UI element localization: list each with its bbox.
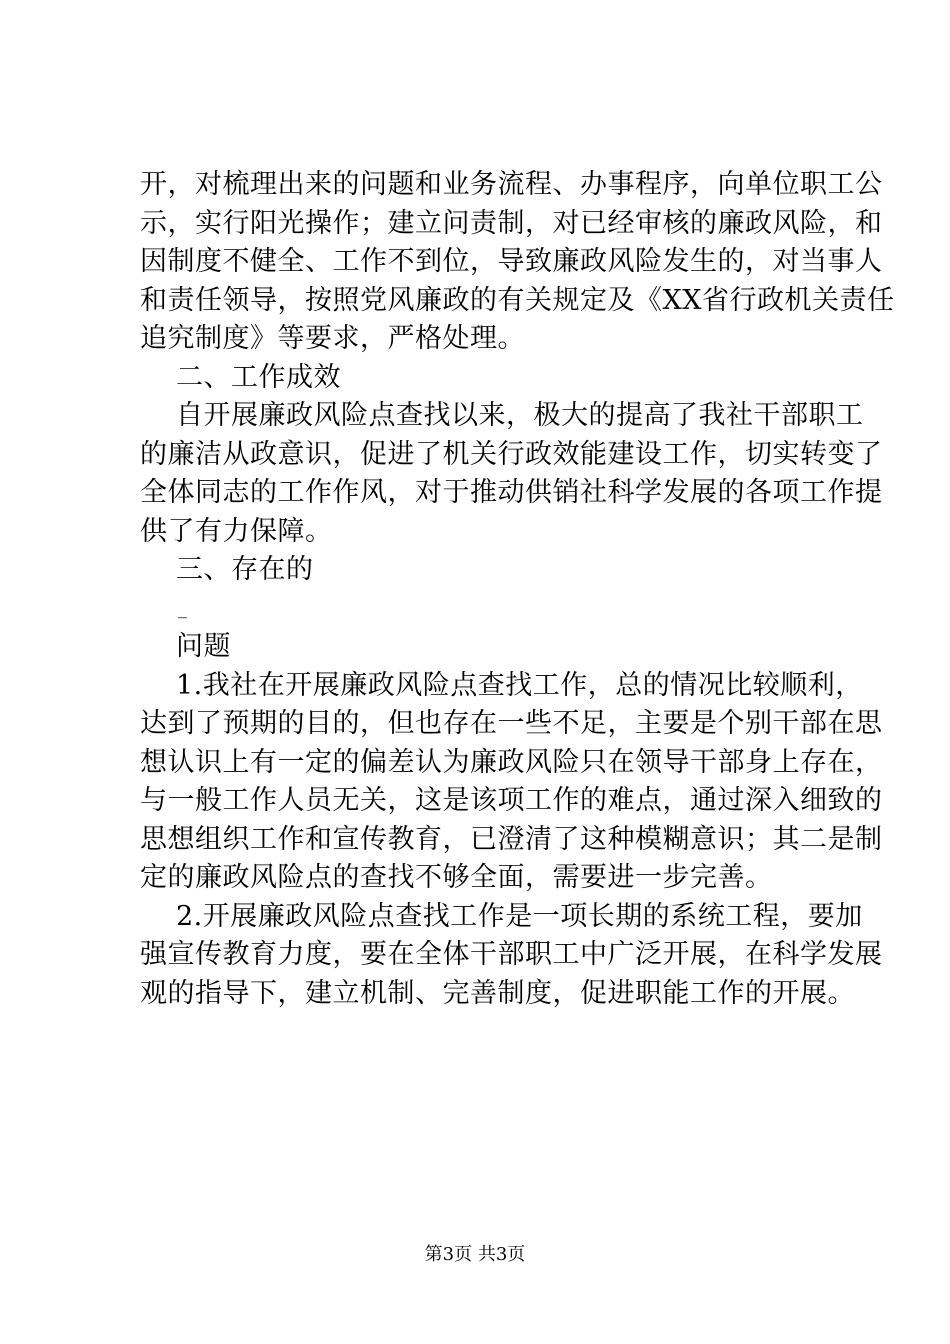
paragraph-line: 自开展廉政风险点查找以来，极大的提高了我社干部职工 — [176, 400, 864, 431]
paragraph-line: 1.我社在开展廉政风险点查找工作，总的情况比较顺利， — [176, 669, 863, 701]
paragraph-line: 开，对梳理出来的问题和业务流程、办事程序，向单位职工公 — [140, 169, 883, 200]
paragraph-line: 供了有力保障。 — [140, 515, 333, 547]
paragraph-line: 因制度不健全、工作不到位，导致廉政风险发生的，对当事人 — [140, 246, 883, 277]
paragraph-line: 定的廉政风险点的查找不够全面，需要进一步完善。 — [140, 862, 773, 893]
paragraph-line: 观的指导下，建立机制、完善制度，促进职能工作的开展。 — [140, 977, 855, 1009]
section-heading-results: 二、工作成效 — [176, 361, 341, 393]
page-number-label: 第3页 共3页 — [424, 1244, 526, 1265]
page-footer — [0, 1243, 950, 1267]
paragraph-line: 达到了预期的目的，但也存在一些不足，主要是个别干部在思 — [140, 708, 883, 739]
paragraph-line: 和责任领导，按照党风廉政的有关规定及《XX省行政机关责任 — [140, 284, 895, 316]
paragraph-line: 与一般工作人员无关，这是该项工作的难点，通过深入细致的 — [140, 785, 883, 816]
paragraph-line: 全体同志的工作作风，对于推动供销社科学发展的各项工作提 — [140, 477, 883, 508]
dash-mark: _ — [178, 597, 188, 619]
paragraph-line: 思想组织工作和宣传教育，已澄清了这种模糊意识；其二是制 — [140, 823, 883, 855]
section-heading-problems: 三、存在的 — [176, 554, 314, 585]
paragraph-line: 示，实行阳光操作；建立问责制，对已经审核的廉政风险，和 — [140, 207, 883, 239]
paragraph-line: 的廉洁从政意识，促进了机关行政效能建设工作，切实转变了 — [140, 438, 883, 470]
paragraph-line: 想认识上有一定的偏差认为廉政风险只在领导干部身上存在， — [140, 746, 883, 778]
paragraph-line: 强宣传教育力度，要在全体干部职工中广泛开展，在科学发展 — [140, 939, 883, 970]
document-body — [140, 166, 895, 1013]
paragraph-line: 2.开展廉政风险点查找工作是一项长期的系统工程，要加 — [176, 900, 863, 932]
section-heading-problems-cont: 问题 — [176, 631, 231, 662]
paragraph-line: 追究制度》等要求，严格处理。 — [140, 323, 525, 354]
